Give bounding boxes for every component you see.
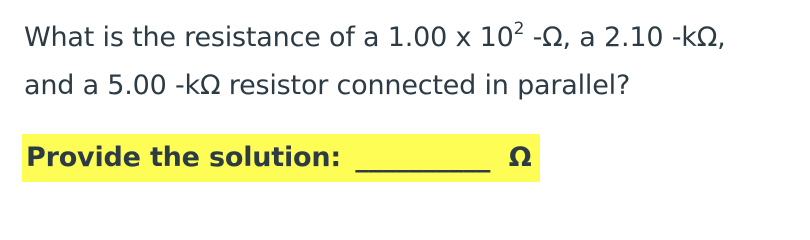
question-part2: -Ω, a 2.10 -kΩ, — [524, 22, 726, 53]
question-line2: and a 5.00 -kΩ resistor connected in parallel? — [24, 70, 631, 101]
answer-label: Provide the solution: — [26, 142, 342, 173]
answer-blank[interactable]: __________ — [355, 142, 491, 173]
question-part1: What is the resistance of a 1.00 x 10 — [24, 22, 514, 53]
question-exponent: 2 — [513, 19, 525, 39]
answer-row — [22, 134, 540, 182]
answer-unit: Ω — [508, 142, 532, 173]
question-text — [24, 14, 794, 110]
